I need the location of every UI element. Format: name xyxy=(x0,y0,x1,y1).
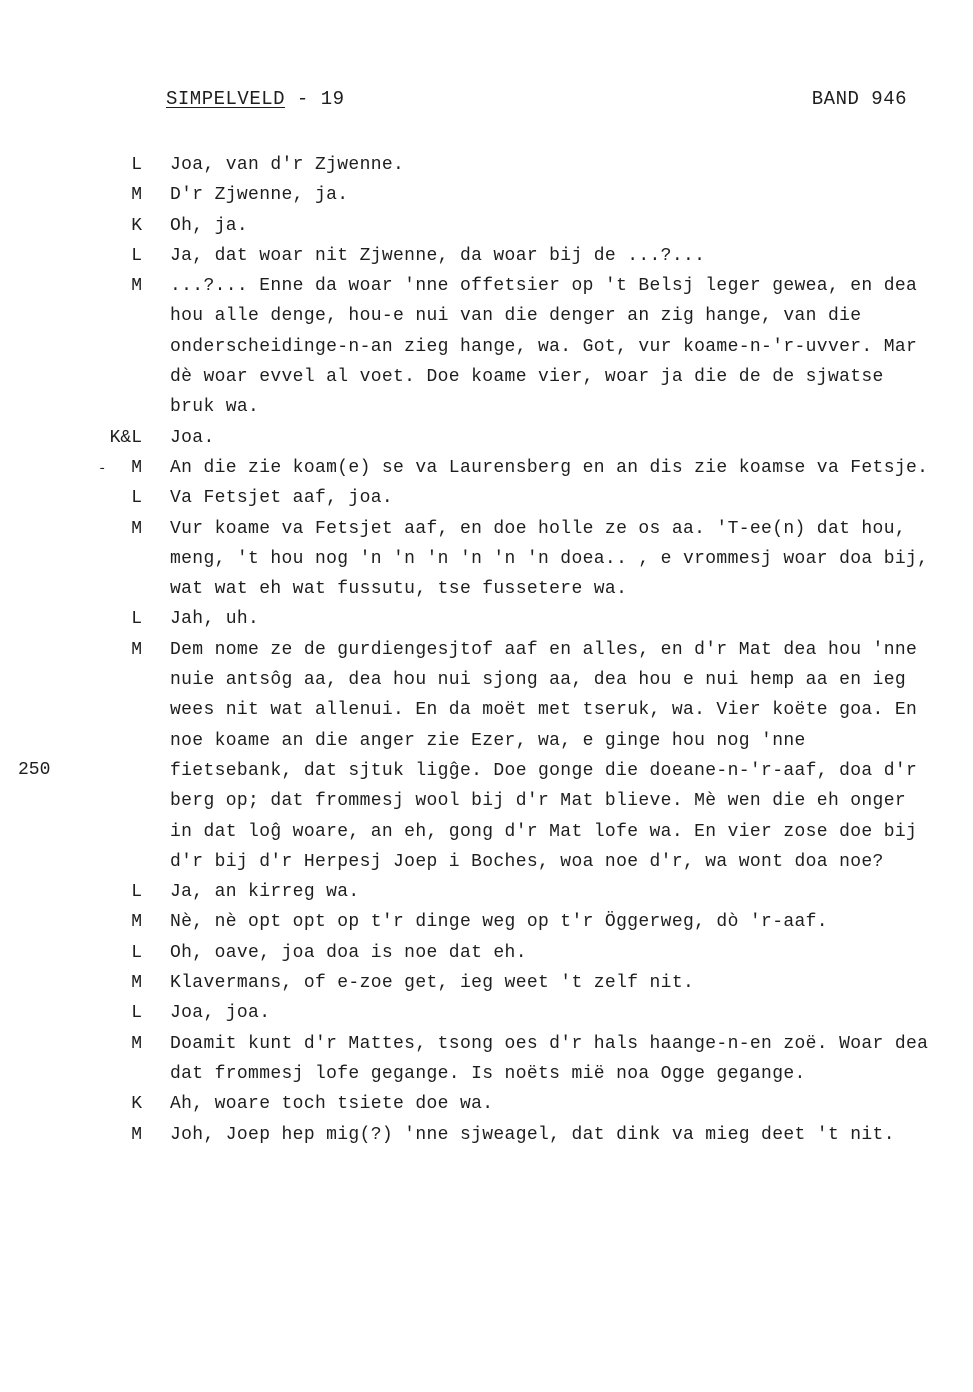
speaker-label: M xyxy=(131,518,142,539)
speech-text: Jah, uh. xyxy=(170,609,260,630)
transcript-turn xyxy=(0,241,973,271)
transcript-turn xyxy=(0,423,973,453)
speaker-label: L xyxy=(131,155,142,175)
speech-text: Ja, dat woar nit Zjwenne, da woar bij de ...?... xyxy=(170,245,706,266)
speech-text: D'r Zjwenne, ja. xyxy=(170,185,349,206)
transcript-turn xyxy=(0,877,973,907)
speech-text: Va Fetsjet aaf, joa. xyxy=(170,488,394,509)
transcript-turn xyxy=(0,453,973,483)
transcript-turn xyxy=(0,604,973,634)
speech-text: Doamit kunt d'r Mattes, tsong oes d'r hals haange-n-en zoë. Woar dea dat frommesj lofe gegange. Is noëts mië noa Ogge gegange. xyxy=(170,1033,929,1084)
transcript-turn xyxy=(0,180,973,210)
speaker-label: L xyxy=(131,882,142,903)
speaker-label: M xyxy=(131,912,142,933)
transcript-turn xyxy=(0,1120,973,1150)
page-header-left xyxy=(166,88,345,110)
transcript-turn xyxy=(0,1029,973,1090)
speaker-label: M xyxy=(131,457,142,478)
speech-text: Klavermans, of e-zoe get, ieg weet 't zelf nit. xyxy=(170,973,695,994)
speech-text: Joa, joa. xyxy=(170,1003,271,1024)
transcript-turn xyxy=(0,998,973,1028)
transcript-turn xyxy=(0,514,973,605)
speaker-label: L xyxy=(131,245,142,266)
speech-text: Joa, van d'r Zjwenne. xyxy=(170,155,405,175)
speaker-label: L xyxy=(131,942,142,963)
transcript-turn xyxy=(0,271,973,422)
speech-text: Joa. xyxy=(170,427,215,448)
band-number: BAND 946 xyxy=(811,88,907,110)
speaker-label: M xyxy=(131,276,142,297)
margin-line-number: 250 xyxy=(18,760,51,780)
speech-text: Ja, an kirreg wa. xyxy=(170,882,360,903)
transcript-turn xyxy=(0,1089,973,1119)
speech-text: Oh, ja. xyxy=(170,215,249,236)
margin-dash-mark: - xyxy=(98,461,107,477)
speaker-label: L xyxy=(131,1003,142,1024)
transcript-turn xyxy=(0,968,973,998)
speaker-label: L xyxy=(131,488,142,509)
place-name: SIMPELVELD xyxy=(166,88,286,110)
speech-text: Ah, woare toch tsiete doe wa. xyxy=(170,1094,494,1115)
speaker-label: K xyxy=(131,215,142,236)
speech-text: ...?... Enne da woar 'nne offetsier op 't Belsj leger gewea, en dea hou alle denge, hou-e nui van die denger an zig hange, van die onderscheidinge-n-an zieg hange, wa. Got, vur koame-n-'r-uvver. Mar dè woar evvel al voet. Doe koame vier, woar ja die de de sjwatse bruk wa. xyxy=(170,276,918,418)
speaker-label: K xyxy=(131,1094,142,1115)
speech-text: Vur koame va Fetsjet aaf, en doe holle ze os aa. 'T-ee(n) dat hou, meng, 't hou nog 'n 'n 'n 'n 'n 'n doea.. , e vrommesj woar doa bij, wat wat eh wat fussutu, tse fussetere wa. xyxy=(170,518,929,600)
speaker-label: M xyxy=(131,1033,142,1054)
transcript-turn xyxy=(0,635,973,877)
transcript-turn xyxy=(0,150,973,180)
speaker-label: L xyxy=(131,609,142,630)
speech-text: An die zie koam(e) se va Laurensberg en an dis zie koamse va Fetsje. xyxy=(170,457,929,478)
speech-text: Nè, nè opt opt op t'r dinge weg op t'r Öggerweg, dò 'r-aaf. xyxy=(170,912,828,933)
transcript-turn xyxy=(0,483,973,513)
speaker-label: M xyxy=(131,185,142,206)
speaker-label: K&L xyxy=(109,427,142,448)
speech-text: Joh, Joep hep mig(?) 'nne sjweagel, dat dink va mieg deet 't nit. xyxy=(170,1124,895,1145)
transcript-turn xyxy=(0,907,973,937)
speech-text: Oh, oave, joa doa is noe dat eh. xyxy=(170,942,527,963)
transcript-turn xyxy=(0,938,973,968)
transcript-turn xyxy=(0,211,973,241)
speaker-label: M xyxy=(131,1124,142,1145)
speaker-label: M xyxy=(131,973,142,994)
page-number: - 19 xyxy=(285,88,345,110)
speech-text: Dem nome ze de gurdiengesjtof aaf en alles, en d'r Mat dea hou 'nne nuie antsôg aa, dea hou nui sjong aa, dea hou e nui hemp aa en ieg wees nit wat allenui. En da moët met tseruk, wa. Vier koëte goa. En noe koame an die anger zie Ezer, wa, e ginge hou nog 'nne fietsebank, dat sjtuk ligĝe. Doe gonge die doeane-n-'r-aaf, doa d'r berg op; dat frommesj wool bij d'r Mat blieve. Mè wen die eh onger in dat loĝ woare, an eh, gong d'r Mat lofe wa. En vier zose doe bij d'r bij d'r Herpesj Joep i Boches, woa noe d'r, wa wont doa noe? xyxy=(170,639,918,872)
transcript-body xyxy=(0,150,973,1150)
speaker-label: M xyxy=(131,639,142,660)
